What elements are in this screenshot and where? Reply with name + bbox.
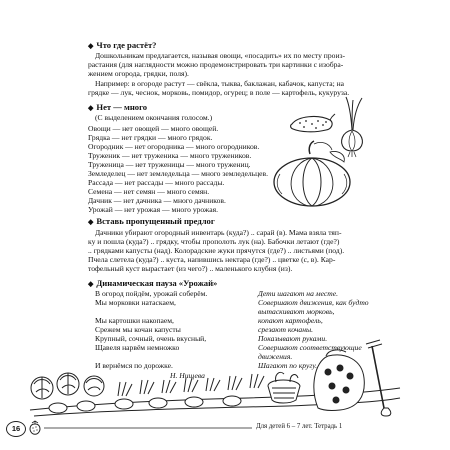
pumpkin-icon — [270, 140, 356, 210]
poem-line: И вернёмся по дорожке. — [95, 361, 173, 370]
action-line: Совершают движения, как будто — [258, 298, 369, 307]
word-line: Труженица — нет труженицы — много тружениц. — [88, 160, 251, 169]
section-title-3 — [88, 216, 215, 226]
paragraph-line: жением огорода, грядки, поля). — [88, 69, 189, 78]
action-line: Совершают соответствующие — [258, 343, 362, 352]
word-line: Грядка — нет грядки — много грядок. — [88, 133, 213, 142]
poem-author: Н. Нищева — [170, 371, 205, 380]
action-line: Дети шагают на месте. — [258, 289, 339, 298]
word-line: Труженик — нет труженика — много тружеников. — [88, 151, 252, 160]
diamond-bullet-icon: ◆ — [88, 218, 94, 226]
vegetable-garden-illustration — [28, 338, 403, 418]
section-title-text: Динамическая пауза «Урожай» — [96, 278, 218, 288]
section-title-2 — [88, 102, 147, 112]
action-line: срезают кочаны. — [258, 325, 314, 334]
section-title-text: Вставь пропущенный предлог — [96, 216, 215, 226]
word-line: Урожай — нет урожая — много урожая. — [88, 205, 219, 214]
action-line: вытаскивают морковь, — [258, 307, 335, 316]
exercise-line: ку и пошла (куда?) .. грядку, чтобы прополоть лук (на). Бабочки летают (где?) — [88, 237, 340, 246]
diamond-bullet-icon: ◆ — [88, 104, 94, 112]
footer-caption: Для детей 6 – 7 лет. Тетрадь 1 — [256, 423, 343, 430]
section-title-4 — [88, 278, 217, 288]
poem-line: Щавеля нарвём немножко — [95, 343, 180, 352]
cucumber-icon — [288, 112, 336, 138]
poem-line: Крупный, сочный, очень вкусный, — [95, 334, 207, 343]
example-line: Например: в огороде растут — свёкла, тыква, баклажан, кабачок, капуста; на — [95, 79, 345, 88]
exercise-line: .. грядками капусты (над). Колорадские жуки прячутся (где?) .. листьями (под). — [88, 246, 345, 255]
example-line: грядке — лук, чеснок, морковь, помидор, огурец; в поле — картофель, кукуруза. — [88, 88, 350, 97]
word-line: Огородник — нет огородника — много огородников. — [88, 142, 260, 151]
note-line: (С выделением окончания голосом.) — [95, 113, 213, 122]
poem-line: В огород пойдём, урожай соберём. — [95, 289, 208, 298]
word-line: Семена — нет семян — много семян. — [88, 187, 210, 196]
word-line: Земледелец — нет земледельца — много земледельцев. — [88, 169, 269, 178]
poem-line: Мы картошки накопаем, — [95, 316, 174, 325]
paragraph-line: Дошкольникам предлагается, называя овощи, «посадить» их по месту произ- — [95, 51, 346, 60]
exercise-line: Дачники убирают огородный инвентарь (куда?) .. сарай (в). Мама взяла тяп- — [95, 228, 342, 237]
action-line: Показывают руками. — [258, 334, 328, 343]
exercise-line: тофельный куст вырастает (из чего?) .. маленького клубня (из). — [88, 264, 293, 273]
section-title-text: Что где растёт? — [96, 40, 157, 50]
footer-rule — [44, 427, 252, 429]
word-line: Рассада — нет рассады — много рассады. — [88, 178, 225, 187]
paragraph-line: растания (для наглядности можно продемонстрировать три картинки с изобра- — [88, 60, 344, 69]
poem-line: Срежем мы кочан капусты — [95, 325, 181, 334]
exercise-line: Пчела слетела (куда?) .. куста, напившись нектара (где?) .. цветке (с, в). Кар- — [88, 255, 336, 264]
section-title-1 — [88, 40, 156, 50]
poem-line: Мы морковки натаскаем, — [95, 298, 176, 307]
diamond-bullet-icon: ◆ — [88, 280, 94, 288]
action-line: копают картофель, — [258, 316, 323, 325]
page-number: 16 — [6, 421, 26, 437]
section-title-text: Нет — много — [96, 102, 148, 112]
word-line: Овощи — нет овощей — много овощей. — [88, 124, 219, 133]
word-line: Дачник — нет дачника — много дачников. — [88, 196, 226, 205]
action-line: Шагают по кругу. — [258, 361, 318, 370]
strawberry-icon — [28, 420, 42, 436]
action-line: движения. — [258, 352, 293, 361]
diamond-bullet-icon: ◆ — [88, 42, 94, 50]
